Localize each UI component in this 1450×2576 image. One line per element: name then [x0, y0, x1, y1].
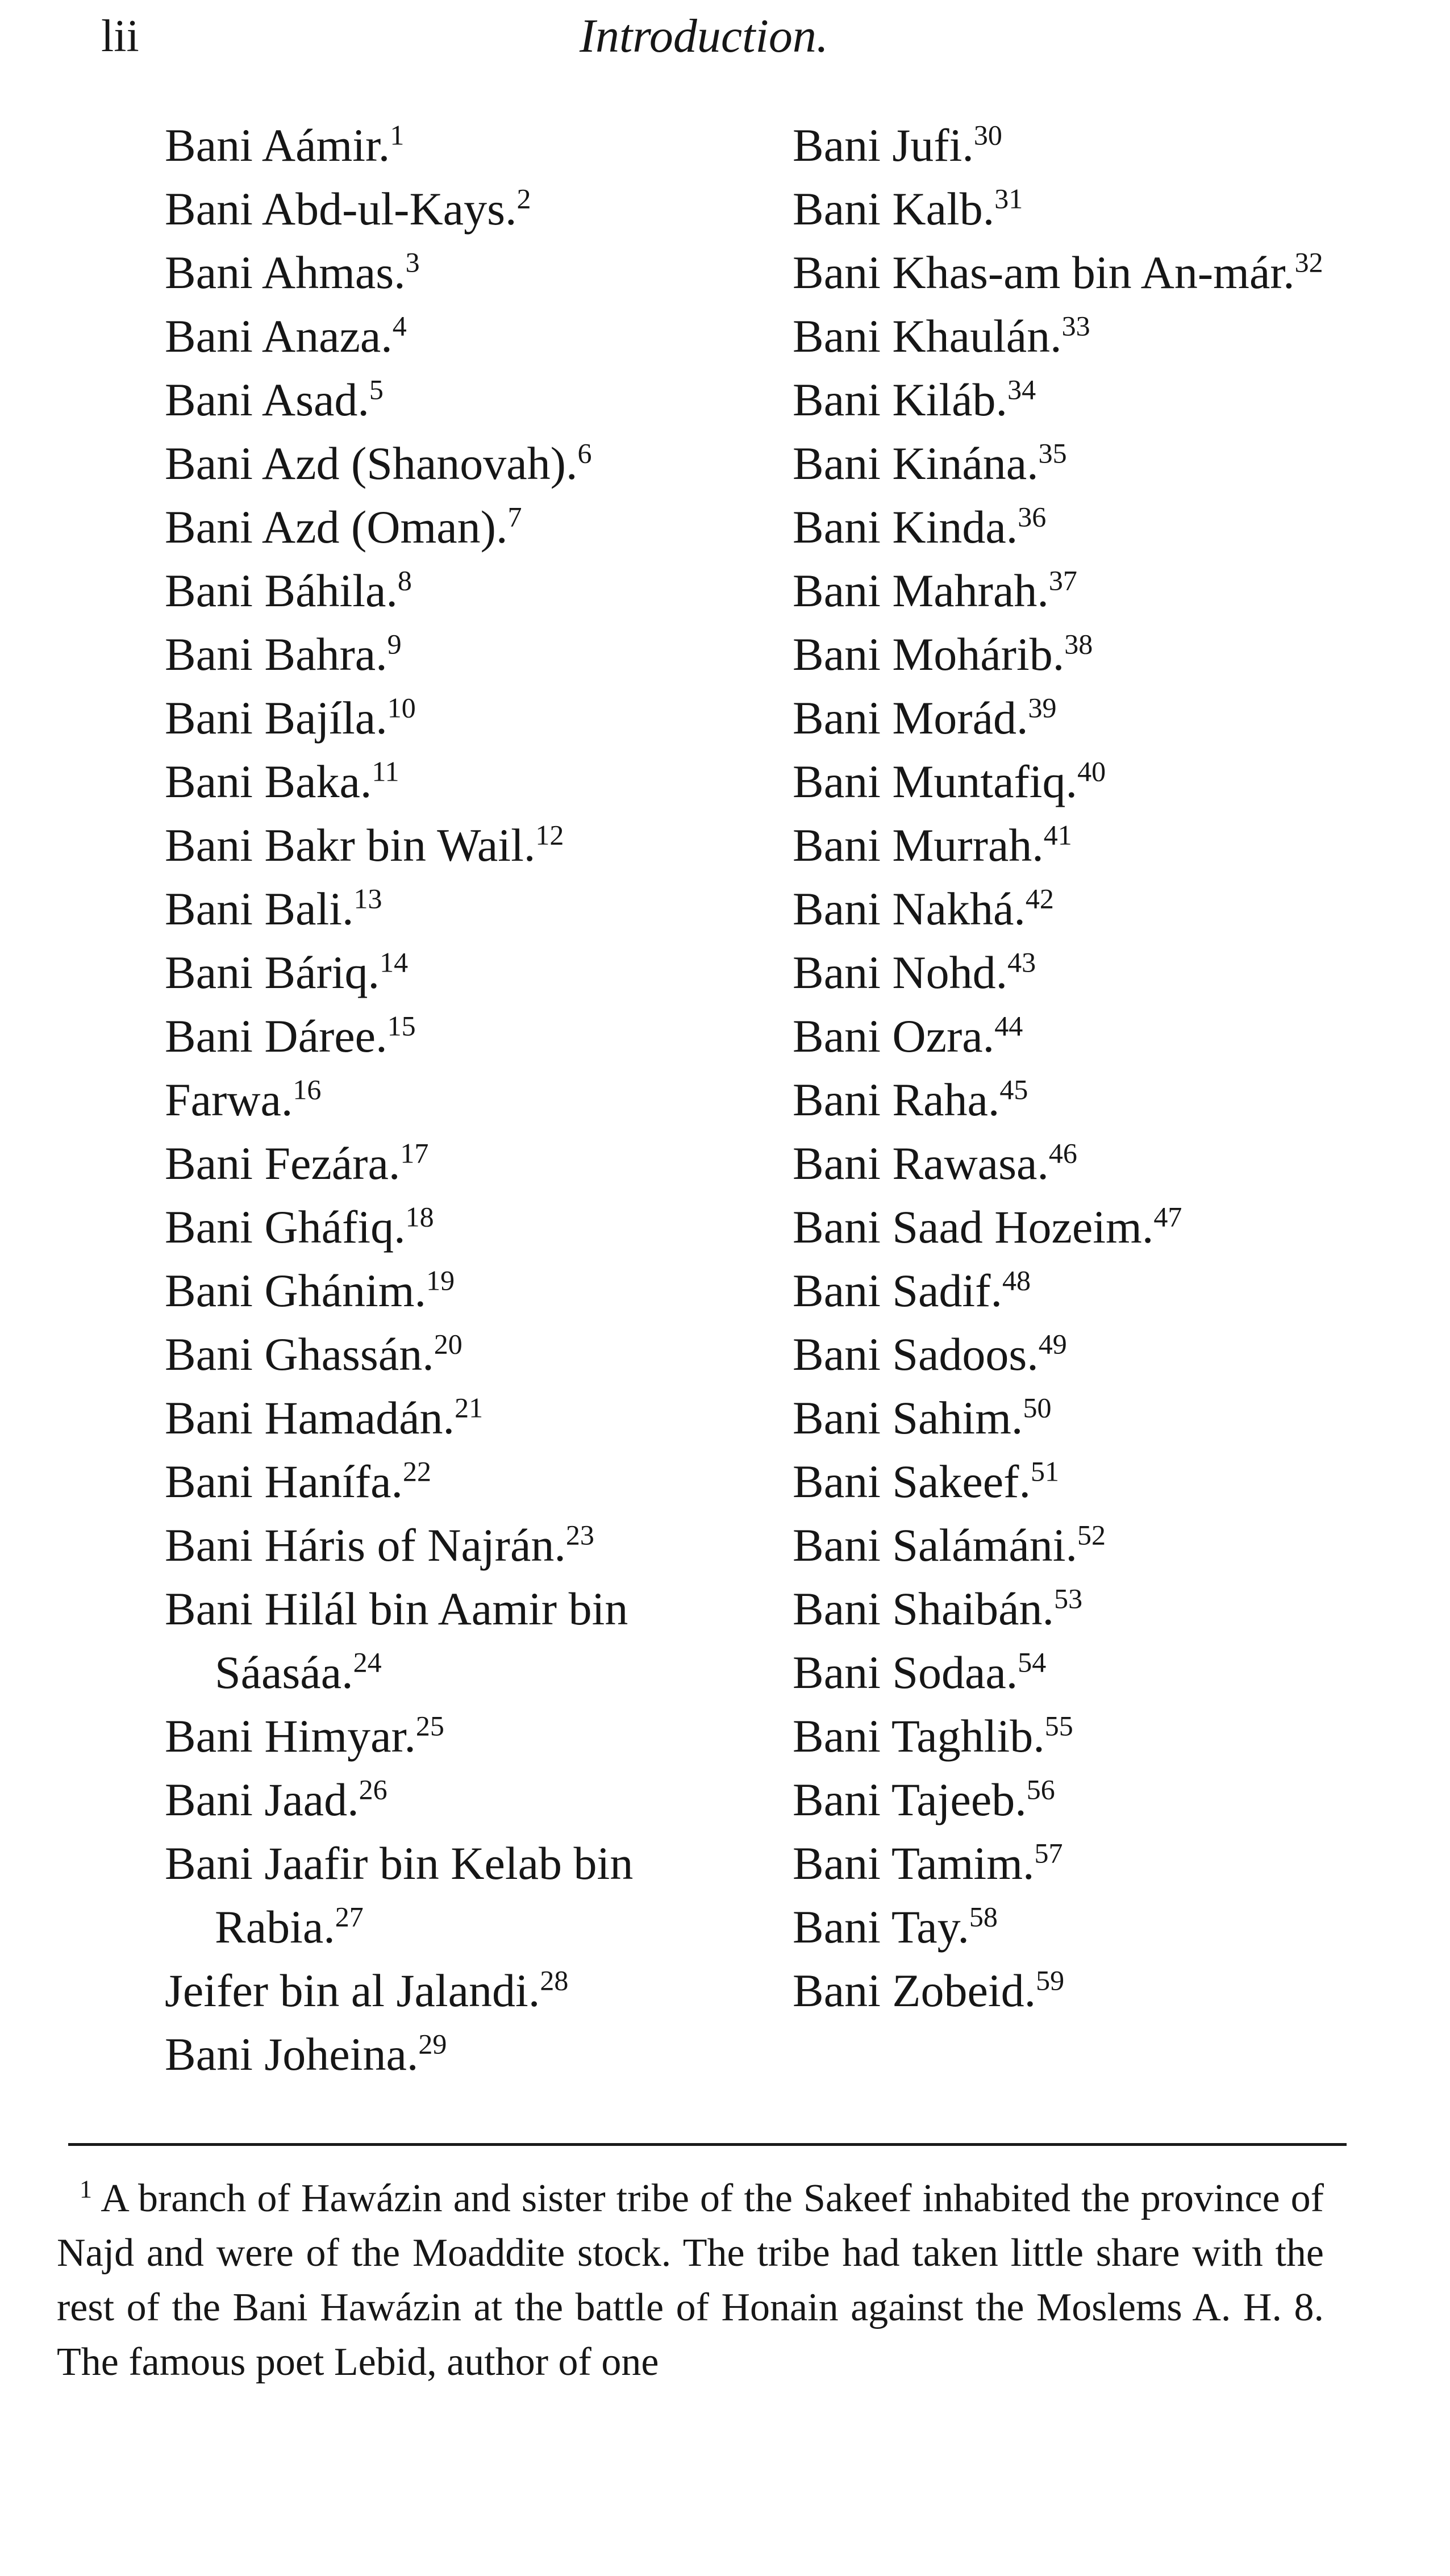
tribe-entry	[793, 1068, 1361, 1132]
footnote-reference: 39	[1028, 691, 1057, 724]
footnote-text: A branch of Hawázin and sister tribe of the Sakeef inhabited the province of Najd and were of the Moaddite stock. The tribe had taken little share with the rest of the Bani Hawázin at the battle of Honain against the Moslems A. H. 8. The famous poet Lebid, author of one	[57, 2177, 1324, 2384]
tribe-name: Bani Shaibán.	[793, 1583, 1055, 1635]
footnote-reference: 48	[1002, 1264, 1031, 1297]
footnote-reference: 27	[335, 1900, 364, 1933]
tribe-entry	[793, 1959, 1361, 2023]
footnote-reference: 46	[1048, 1137, 1077, 1169]
footnote-reference: 32	[1294, 246, 1323, 278]
footnote-reference: 24	[353, 1646, 382, 1678]
footnote-reference: 34	[1007, 373, 1036, 406]
footnote-reference: 51	[1030, 1455, 1059, 1487]
tribe-entry	[165, 368, 733, 432]
footnote-reference: 31	[994, 182, 1023, 215]
tribe-entry	[793, 1004, 1361, 1068]
footnote-reference: 49	[1038, 1328, 1067, 1360]
tribe-name: Bani Nakhá.	[793, 883, 1026, 935]
tribe-entry	[165, 1514, 733, 1577]
tribe-entry	[165, 877, 733, 941]
footnote-reference: 57	[1034, 1837, 1063, 1869]
footnote-reference: 54	[1018, 1646, 1047, 1678]
tribe-name: Bani Tay.	[793, 1901, 969, 1953]
tribe-entry	[793, 1641, 1361, 1704]
tribe-name: Bani Gháfiq.	[165, 1201, 406, 1253]
footnote-reference: 12	[535, 819, 564, 851]
tribe-name: Bani Khas-am bin An-már.	[793, 247, 1295, 298]
footnote-reference: 13	[353, 882, 382, 915]
footnote-reference: 59	[1036, 1964, 1065, 1996]
tribe-entry	[165, 941, 733, 1004]
footnote-reference: 55	[1044, 1710, 1073, 1742]
footnote-reference: 28	[540, 1964, 569, 1996]
tribe-entry	[793, 305, 1361, 368]
tribe-name: Bani Joheina.	[165, 2028, 419, 2080]
tribe-entry	[165, 432, 733, 495]
footnote-reference: 50	[1023, 1391, 1052, 1424]
footnote-reference: 2	[516, 182, 531, 215]
tribe-name: Bani Báriq.	[165, 947, 380, 998]
tribe-name: Bani Ozra.	[793, 1010, 995, 1062]
tribe-name: Bani Saad Hozeim.	[793, 1201, 1154, 1253]
footnote-reference: 29	[418, 2028, 447, 2060]
tribe-name: Bani Mohárib.	[793, 628, 1065, 680]
tribe-entry	[793, 1577, 1361, 1641]
tribe-name: Bani Bali.	[165, 883, 354, 935]
tribe-name: Bani Bajíla.	[165, 692, 388, 744]
tribe-name: Bani Ghassán.	[165, 1328, 434, 1380]
tribe-entry	[793, 814, 1361, 877]
tribe-entry	[793, 623, 1361, 686]
tribe-name: Bani Taghlib.	[793, 1710, 1045, 1762]
tribe-name: Bani Dáree.	[165, 1010, 388, 1062]
tribe-entry	[793, 241, 1361, 305]
footnote-reference: 47	[1153, 1201, 1182, 1233]
tribe-entry	[165, 114, 733, 177]
tribe-entry	[165, 305, 733, 368]
tribe-name: Bani Ghánim.	[165, 1265, 427, 1316]
tribe-entry	[793, 1259, 1361, 1323]
tribe-name: Bani Sadif.	[793, 1265, 1002, 1316]
footnote-divider	[68, 2143, 1347, 2146]
footnote-reference: 35	[1038, 437, 1067, 469]
page-number: lii	[101, 11, 139, 61]
footnote-reference: 8	[397, 564, 412, 597]
tribe-name: Bani Azd (Oman).	[165, 501, 508, 553]
tribe-name: Jeifer bin al Jalandi.	[165, 1965, 540, 2016]
tribe-name: Bani Himyar.	[165, 1710, 416, 1762]
tribe-name: Bani Anaza.	[165, 310, 393, 362]
tribe-entry	[165, 559, 733, 623]
tribe-entry	[793, 1323, 1361, 1386]
tribe-name: Bani Morád.	[793, 692, 1028, 744]
tribe-name: Bani Sahim.	[793, 1392, 1023, 1444]
footnote-reference: 6	[577, 437, 592, 469]
tribe-name: Bani Hanífa.	[165, 1456, 403, 1507]
tribe-name: Bani Jaafir bin Kelab bin Rabia.	[165, 1837, 634, 1953]
tribe-entry	[165, 1959, 733, 2023]
tribe-entry	[793, 1450, 1361, 1514]
footnote-reference: 45	[999, 1073, 1028, 1106]
footnote-reference: 17	[400, 1137, 429, 1169]
tribe-name: Bani Rawasa.	[793, 1137, 1049, 1189]
tribe-name: Bani Háris of Najrán.	[165, 1519, 566, 1571]
tribe-entry	[793, 877, 1361, 941]
footnote-reference: 52	[1077, 1519, 1106, 1551]
tribe-list-right-column	[793, 114, 1361, 2023]
footnote-reference: 30	[973, 119, 1002, 151]
tribe-entry	[165, 1832, 743, 1959]
footnote-reference: 21	[455, 1391, 484, 1424]
tribe-name: Bani Kinána.	[793, 437, 1039, 489]
footnote-reference: 4	[392, 310, 407, 342]
footnote-reference: 53	[1054, 1582, 1083, 1615]
footnote-reference: 10	[387, 691, 416, 724]
footnote-reference: 19	[426, 1264, 455, 1297]
tribe-name: Bani Jaad.	[165, 1774, 359, 1825]
tribe-name: Bani Báhila.	[165, 565, 398, 616]
tribe-name: Bani Khaulán.	[793, 310, 1062, 362]
tribe-entry	[793, 177, 1361, 241]
tribe-name: Bani Kiláb.	[793, 374, 1008, 426]
tribe-entry	[793, 1768, 1361, 1832]
tribe-entry	[165, 750, 733, 814]
footnote-reference: 40	[1077, 755, 1106, 787]
footnote-reference: 7	[507, 501, 522, 533]
tribe-entry	[165, 1068, 733, 1132]
tribe-name: Bani Tajeeb.	[793, 1774, 1027, 1825]
footnote-reference: 22	[402, 1455, 431, 1487]
tribe-name: Bani Hamadán.	[165, 1392, 455, 1444]
tribe-entry	[793, 686, 1361, 750]
tribe-name: Bani Aámir.	[165, 119, 390, 171]
tribe-name: Bani Nohd.	[793, 947, 1008, 998]
tribe-name: Bani Asad.	[165, 374, 369, 426]
tribe-name: Bani Zobeid.	[793, 1965, 1036, 2016]
footnote-reference: 25	[415, 1710, 444, 1742]
footnote-reference: 56	[1026, 1773, 1055, 1806]
tribe-name: Bani Murrah.	[793, 819, 1044, 871]
footnote-reference: 23	[565, 1519, 594, 1551]
tribe-entry	[165, 1195, 733, 1259]
footnote-reference: 18	[405, 1201, 434, 1233]
tribe-entry	[793, 1132, 1361, 1195]
tribe-entry	[165, 1704, 733, 1768]
footnote-reference: 36	[1018, 501, 1047, 533]
tribe-name: Bani Sodaa.	[793, 1647, 1018, 1698]
footnote-reference: 26	[359, 1773, 388, 1806]
tribe-entry	[165, 241, 733, 305]
tribe-entry	[165, 1450, 733, 1514]
tribe-entry	[165, 1132, 733, 1195]
footnote	[57, 2171, 1324, 2390]
footnote-reference: 9	[387, 628, 402, 660]
tribe-name: Bani Bakr bin Wail.	[165, 819, 536, 871]
tribe-name: Bani Mahrah.	[793, 565, 1049, 616]
tribe-name: Bani Raha.	[793, 1074, 1000, 1126]
footnote-reference: 58	[969, 1900, 998, 1933]
running-title: Introduction.	[580, 10, 828, 62]
tribe-name: Bani Abd-ul-Kays.	[165, 183, 517, 235]
footnote-reference: 42	[1025, 882, 1054, 915]
tribe-entry	[165, 1259, 733, 1323]
tribe-entry	[165, 623, 733, 686]
tribe-name: Bani Muntafiq.	[793, 756, 1078, 807]
footnote-reference: 16	[293, 1073, 322, 1106]
footnote-reference: 38	[1064, 628, 1093, 660]
tribe-entry	[793, 941, 1361, 1004]
footnote-reference: 3	[405, 246, 420, 278]
footnote-reference: 15	[387, 1010, 416, 1042]
tribe-entry	[165, 1004, 733, 1068]
tribe-list-left-column	[165, 114, 733, 2086]
tribe-entry	[165, 1577, 743, 1704]
tribe-entry	[165, 814, 733, 877]
tribe-entry	[793, 495, 1361, 559]
tribe-name: Bani Tamim.	[793, 1837, 1035, 1889]
tribe-entry	[165, 1768, 733, 1832]
tribe-name: Bani Hilál bin Aamir bin Sáasáa.	[165, 1583, 628, 1698]
tribe-name: Bani Sadoos.	[793, 1328, 1039, 1380]
tribe-name: Bani Salámáni.	[793, 1519, 1078, 1571]
tribe-entry	[793, 1514, 1361, 1577]
tribe-entry	[793, 368, 1361, 432]
footnote-reference: 33	[1061, 310, 1090, 342]
tribe-name: Bani Bahra.	[165, 628, 388, 680]
footnote-reference: 43	[1007, 946, 1036, 978]
tribe-name: Bani Jufi.	[793, 119, 974, 171]
tribe-entry	[793, 750, 1361, 814]
tribe-entry	[793, 559, 1361, 623]
tribe-name: Bani Ahmas.	[165, 247, 406, 298]
tribe-entry	[793, 1195, 1361, 1259]
tribe-entry	[165, 686, 733, 750]
tribe-entry	[793, 1895, 1361, 1959]
tribe-name: Bani Kinda.	[793, 501, 1018, 553]
tribe-entry	[793, 114, 1361, 177]
tribe-name: Bani Fezára.	[165, 1137, 401, 1189]
footnote-reference: 14	[380, 946, 409, 978]
footnote-reference: 11	[372, 755, 399, 787]
tribe-entry	[165, 1323, 733, 1386]
tribe-name: Bani Azd (Shanovah).	[165, 437, 578, 489]
tribe-entry	[793, 432, 1361, 495]
footnote-reference: 5	[369, 373, 384, 406]
footnote-mark: 1	[80, 2175, 92, 2203]
tribe-name: Bani Kalb.	[793, 183, 995, 235]
tribe-name: Bani Baka.	[165, 756, 372, 807]
tribe-entry	[793, 1704, 1361, 1768]
tribe-entry	[793, 1386, 1361, 1450]
tribe-name: Bani Sakeef.	[793, 1456, 1031, 1507]
footnote-reference: 37	[1048, 564, 1077, 597]
footnote-reference: 1	[390, 119, 405, 151]
tribe-entry	[165, 495, 733, 559]
footnote-reference: 41	[1043, 819, 1072, 851]
tribe-name: Farwa.	[165, 1074, 293, 1126]
footnote-reference: 44	[994, 1010, 1023, 1042]
footnote-reference: 20	[434, 1328, 463, 1360]
tribe-entry	[165, 2023, 733, 2086]
tribe-entry	[793, 1832, 1361, 1895]
tribe-entry	[165, 177, 733, 241]
tribe-entry	[165, 1386, 733, 1450]
